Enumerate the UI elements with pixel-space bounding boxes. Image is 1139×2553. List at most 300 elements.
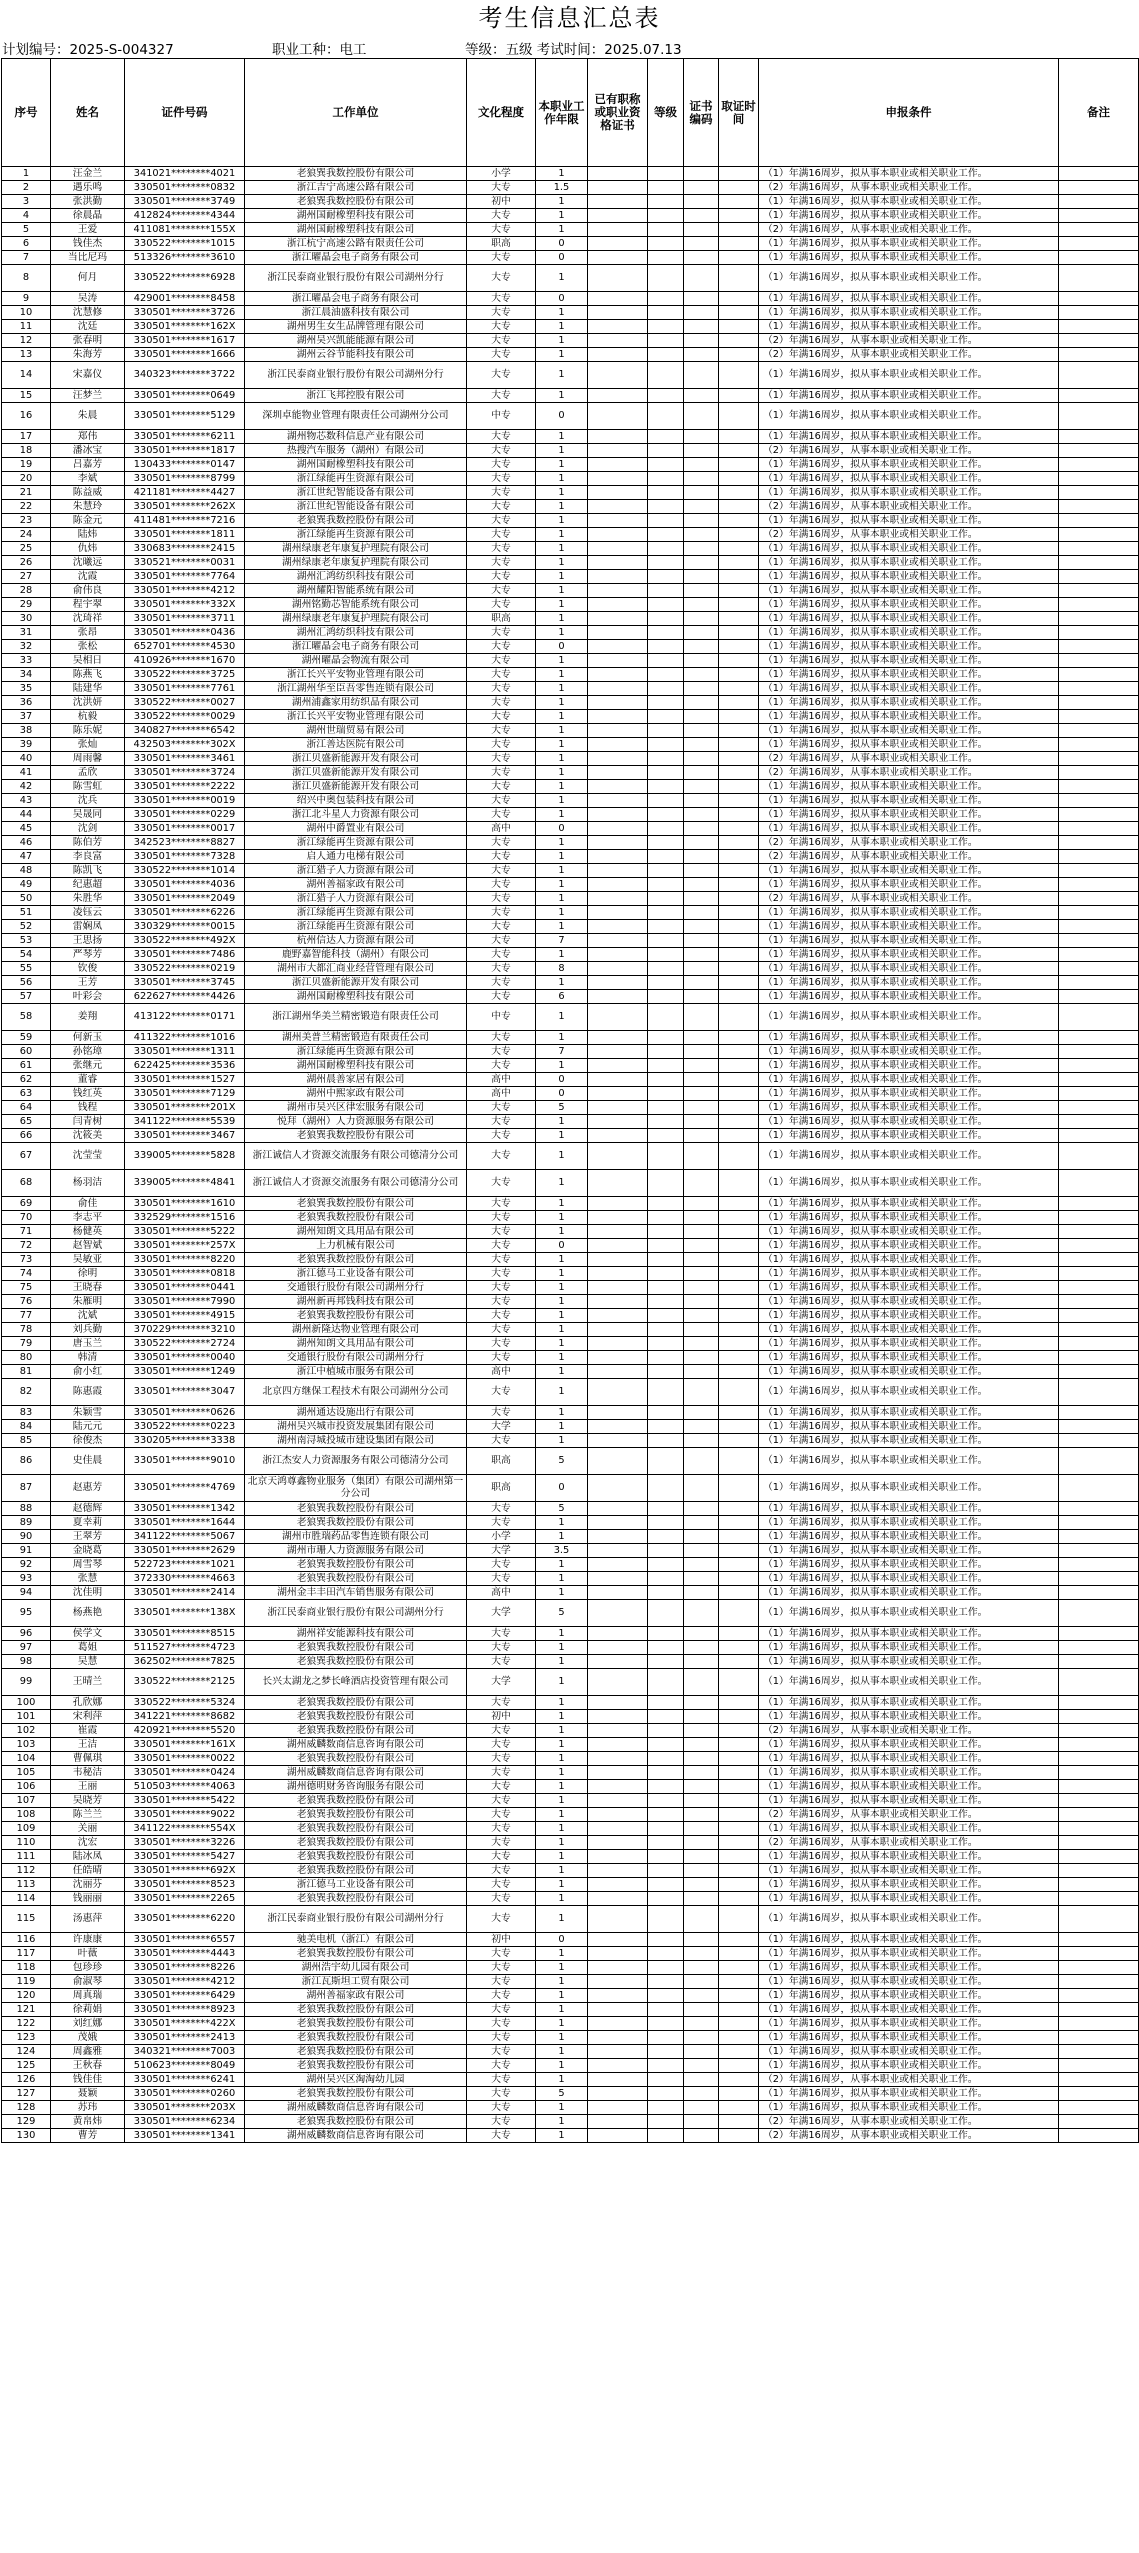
cell-education: 大专 [467, 892, 536, 906]
cell-education: 初中 [467, 1933, 536, 1947]
cell-cert-code [684, 1933, 719, 1947]
table-row [2, 2129, 1139, 2143]
cell-level [648, 948, 684, 962]
cell-years: 1 [536, 1365, 588, 1379]
cell-certificate [588, 2115, 648, 2129]
cell-level [648, 209, 684, 223]
cell-id-number: 330501********4915 [125, 1309, 245, 1323]
col-header: 备注 [1059, 59, 1139, 167]
cell-cert-date [719, 808, 759, 822]
table-row [2, 794, 1139, 808]
cell-certificate [588, 864, 648, 878]
cell-years: 1 [536, 654, 588, 668]
cell-cert-code [684, 1572, 719, 1586]
cell-employer: 老狼巽我数控股份有限公司 [245, 1794, 467, 1808]
cell-cert-code [684, 1794, 719, 1808]
table-row [2, 2017, 1139, 2031]
table-row [2, 738, 1139, 752]
cell-condition: （2）年满16周岁，从事本职业或相关职业工作。 [759, 223, 1059, 237]
cell-cert-date [719, 626, 759, 640]
cell-name: 雷娴凤 [51, 920, 125, 934]
cell-cert-code [684, 167, 719, 181]
cell-years: 1 [536, 1434, 588, 1448]
table-row [2, 1502, 1139, 1516]
cell-index: 29 [2, 598, 51, 612]
cell-condition: （1）年满16周岁，拟从事本职业或相关职业工作。 [759, 1031, 1059, 1045]
cell-employer: 湖州世瑞贸易有限公司 [245, 724, 467, 738]
cell-education: 大专 [467, 920, 536, 934]
col-header: 申报条件 [759, 59, 1059, 167]
exam-time: 考试时间：2025.07.13 [536, 42, 682, 58]
cell-employer: 湖州市胜瑞药品零售连锁有限公司 [245, 1530, 467, 1544]
cell-years: 1 [536, 1337, 588, 1351]
cell-education: 大专 [467, 1822, 536, 1836]
cell-cert-code [684, 962, 719, 976]
cell-cert-date [719, 430, 759, 444]
cell-education: 大专 [467, 458, 536, 472]
cell-level [648, 528, 684, 542]
cell-employer: 浙江湖州华美兰精密锻造有限责任公司 [245, 1004, 467, 1031]
cell-education: 高中 [467, 1073, 536, 1087]
cell-remark [1059, 1087, 1139, 1101]
cell-employer: 老狼巽我数控股份有限公司 [245, 1892, 467, 1906]
cell-certificate [588, 1267, 648, 1281]
cell-cert-date [719, 1309, 759, 1323]
cell-index: 35 [2, 682, 51, 696]
cell-condition: （1）年满16周岁，拟从事本职业或相关职业工作。 [759, 1780, 1059, 1794]
cell-education: 大专 [467, 780, 536, 794]
cell-id-number: 330501********1527 [125, 1073, 245, 1087]
cell-index: 88 [2, 1502, 51, 1516]
cell-employer: 浙江贝盛新能源开发有限公司 [245, 780, 467, 794]
cell-employer: 湖州知朗文具用品有限公司 [245, 1337, 467, 1351]
cell-cert-date [719, 1961, 759, 1975]
cell-certificate [588, 1572, 648, 1586]
cell-level [648, 1253, 684, 1267]
cell-remark [1059, 334, 1139, 348]
cell-condition: （1）年满16周岁，拟从事本职业或相关职业工作。 [759, 598, 1059, 612]
cell-certificate [588, 306, 648, 320]
cell-cert-code [684, 654, 719, 668]
cell-certificate [588, 1933, 648, 1947]
cell-id-number: 410926********1670 [125, 654, 245, 668]
table-row [2, 584, 1139, 598]
cell-remark [1059, 542, 1139, 556]
cell-name: 汤惠萍 [51, 1906, 125, 1933]
cell-name: 郑伟 [51, 430, 125, 444]
cell-condition: （1）年满16周岁，拟从事本职业或相关职业工作。 [759, 1822, 1059, 1836]
cell-id-number: 411322********1016 [125, 1031, 245, 1045]
cell-id-number: 330501********6220 [125, 1906, 245, 1933]
cell-employer: 北京天鸿尊鑫物业服务（集团）有限公司湖州第一分公司 [245, 1475, 467, 1502]
cell-education: 大专 [467, 766, 536, 780]
cell-cert-date [719, 640, 759, 654]
cell-condition: （1）年满16周岁，拟从事本职业或相关职业工作。 [759, 1766, 1059, 1780]
cell-cert-code [684, 1101, 719, 1115]
cell-employer: 北京四方继保工程技术有限公司湖州分公司 [245, 1379, 467, 1406]
cell-cert-code [684, 403, 719, 430]
cell-education: 大专 [467, 1516, 536, 1530]
cell-index: 85 [2, 1434, 51, 1448]
cell-certificate [588, 1752, 648, 1766]
cell-certificate [588, 654, 648, 668]
cell-level [648, 1351, 684, 1365]
cell-level [648, 251, 684, 265]
cell-level [648, 237, 684, 251]
cell-remark [1059, 1961, 1139, 1975]
cell-employer: 浙江飞邦控股有限公司 [245, 389, 467, 403]
cell-remark [1059, 500, 1139, 514]
cell-remark [1059, 1752, 1139, 1766]
cell-id-number: 330501********3711 [125, 612, 245, 626]
cell-name: 刘红娜 [51, 2017, 125, 2031]
cell-level [648, 584, 684, 598]
cell-index: 65 [2, 1115, 51, 1129]
cell-cert-code [684, 668, 719, 682]
cell-education: 大专 [467, 1752, 536, 1766]
cell-certificate [588, 209, 648, 223]
table-row [2, 626, 1139, 640]
cell-employer: 老狼巽我数控股份有限公司 [245, 1572, 467, 1586]
cell-education: 大专 [467, 209, 536, 223]
cell-remark [1059, 1696, 1139, 1710]
cell-certificate [588, 1780, 648, 1794]
cell-condition: （2）年满16周岁，从事本职业或相关职业工作。 [759, 528, 1059, 542]
cell-id-number: 413122********0171 [125, 1004, 245, 1031]
cell-id-number: 330501********6557 [125, 1933, 245, 1947]
cell-condition: （1）年满16周岁，拟从事本职业或相关职业工作。 [759, 1101, 1059, 1115]
cell-level [648, 850, 684, 864]
cell-cert-code [684, 1530, 719, 1544]
cell-remark [1059, 1197, 1139, 1211]
cell-id-number: 330501********0019 [125, 794, 245, 808]
cell-employer: 湖州威麟数商信息咨询有限公司 [245, 1738, 467, 1752]
cell-cert-code [684, 1502, 719, 1516]
cell-id-number: 330501********1341 [125, 2129, 245, 2143]
table-row [2, 306, 1139, 320]
cell-cert-code [684, 1225, 719, 1239]
cell-cert-date [719, 500, 759, 514]
table-row [2, 1059, 1139, 1073]
cell-id-number: 330522********0027 [125, 696, 245, 710]
cell-cert-date [719, 864, 759, 878]
cell-id-number: 341122********5067 [125, 1530, 245, 1544]
cell-years: 1 [536, 780, 588, 794]
cell-id-number: 330501********4036 [125, 878, 245, 892]
table-row [2, 1143, 1139, 1170]
cell-cert-date [719, 1239, 759, 1253]
cell-education: 小学 [467, 167, 536, 181]
cell-condition: （1）年满16周岁，拟从事本职业或相关职业工作。 [759, 1572, 1059, 1586]
cell-index: 67 [2, 1143, 51, 1170]
cell-index: 12 [2, 334, 51, 348]
cell-years: 1 [536, 864, 588, 878]
cell-name: 吴涛 [51, 292, 125, 306]
cell-cert-code [684, 584, 719, 598]
cell-education: 大专 [467, 752, 536, 766]
cell-years: 1 [536, 1059, 588, 1073]
cell-name: 沈廷 [51, 320, 125, 334]
cell-employer: 湖州物芯数科信息产业有限公司 [245, 430, 467, 444]
cell-id-number: 330501********6226 [125, 906, 245, 920]
cell-name: 当比尼玛 [51, 251, 125, 265]
cell-remark [1059, 654, 1139, 668]
table-row [2, 1850, 1139, 1864]
cell-education: 大专 [467, 1406, 536, 1420]
cell-education: 大专 [467, 2087, 536, 2101]
cell-cert-code [684, 892, 719, 906]
cell-cert-date [719, 528, 759, 542]
cell-years: 1 [536, 1975, 588, 1989]
cell-cert-code [684, 1710, 719, 1724]
cell-employer: 湖州浦鑫家用纺织品有限公司 [245, 696, 467, 710]
cell-cert-date [719, 1822, 759, 1836]
cell-education: 大专 [467, 864, 536, 878]
cell-years: 1 [536, 2017, 588, 2031]
cell-employer: 湖州威麟数商信息咨询有限公司 [245, 2101, 467, 2115]
cell-condition: （1）年满16周岁，拟从事本职业或相关职业工作。 [759, 934, 1059, 948]
cell-years: 1 [536, 1989, 588, 2003]
cell-cert-code [684, 1655, 719, 1669]
cell-id-number: 330522********1015 [125, 237, 245, 251]
table-row [2, 237, 1139, 251]
cell-condition: （1）年满16周岁，拟从事本职业或相关职业工作。 [759, 738, 1059, 752]
cell-cert-date [719, 1850, 759, 1864]
cell-cert-code [684, 794, 719, 808]
cell-certificate [588, 682, 648, 696]
cell-index: 123 [2, 2031, 51, 2045]
cell-name: 陈乐妮 [51, 724, 125, 738]
cell-index: 31 [2, 626, 51, 640]
cell-condition: （1）年满16周岁，拟从事本职业或相关职业工作。 [759, 1115, 1059, 1129]
cell-condition: （1）年满16周岁，拟从事本职业或相关职业工作。 [759, 1544, 1059, 1558]
cell-condition: （1）年满16周岁，拟从事本职业或相关职业工作。 [759, 1989, 1059, 2003]
cell-education: 大专 [467, 584, 536, 598]
cell-cert-date [719, 668, 759, 682]
cell-remark [1059, 181, 1139, 195]
cell-level [648, 892, 684, 906]
cell-employer: 湖州祥安能源科技有限公司 [245, 1627, 467, 1641]
cell-level [648, 1850, 684, 1864]
cell-condition: （2）年满16周岁，从事本职业或相关职业工作。 [759, 348, 1059, 362]
cell-id-number: 330501********6429 [125, 1989, 245, 2003]
cell-years: 1 [536, 682, 588, 696]
cell-cert-date [719, 1434, 759, 1448]
cell-name: 朱胜华 [51, 892, 125, 906]
cell-education: 大专 [467, 1850, 536, 1864]
cell-remark [1059, 710, 1139, 724]
cell-level [648, 1337, 684, 1351]
cell-certificate [588, 1379, 648, 1406]
cell-index: 126 [2, 2073, 51, 2087]
table-row [2, 528, 1139, 542]
cell-level [648, 1864, 684, 1878]
cell-remark [1059, 1710, 1139, 1724]
cell-level [648, 822, 684, 836]
cell-condition: （1）年满16周岁，拟从事本职业或相关职业工作。 [759, 906, 1059, 920]
cell-education: 大专 [467, 1878, 536, 1892]
table-row [2, 1544, 1139, 1558]
cell-cert-date [719, 1143, 759, 1170]
cell-cert-date [719, 1295, 759, 1309]
table-row [2, 1530, 1139, 1544]
table-row [2, 2031, 1139, 2045]
cell-condition: （1）年满16周岁，拟从事本职业或相关职业工作。 [759, 1864, 1059, 1878]
cell-education: 大专 [467, 2129, 536, 2143]
cell-education: 大专 [467, 1738, 536, 1752]
cell-id-number: 330501********0649 [125, 389, 245, 403]
cell-cert-date [719, 570, 759, 584]
cell-id-number: 330501********3724 [125, 766, 245, 780]
cell-years: 1 [536, 1115, 588, 1129]
cell-level [648, 1004, 684, 1031]
cell-certificate [588, 1724, 648, 1738]
cell-id-number: 330501********203X [125, 2101, 245, 2115]
cell-id-number: 330501********0424 [125, 1766, 245, 1780]
table-row [2, 1655, 1139, 1669]
cell-level [648, 542, 684, 556]
cell-cert-date [719, 2115, 759, 2129]
cell-cert-date [719, 306, 759, 320]
cell-condition: （2）年满16周岁，从事本职业或相关职业工作。 [759, 892, 1059, 906]
cell-cert-date [719, 2129, 759, 2143]
cell-employer: 老狼巽我数控股份有限公司 [245, 514, 467, 528]
cell-employer: 老狼巽我数控股份有限公司 [245, 1253, 467, 1267]
table-row [2, 2087, 1139, 2101]
cell-name: 钱佳佳 [51, 2073, 125, 2087]
cell-condition: （1）年满16周岁，拟从事本职业或相关职业工作。 [759, 724, 1059, 738]
cell-employer: 浙江湖州华至臣吾零售连锁有限公司 [245, 682, 467, 696]
cell-index: 96 [2, 1627, 51, 1641]
cell-id-number: 522723********1021 [125, 1558, 245, 1572]
cell-id-number: 330522********2125 [125, 1669, 245, 1696]
cell-level [648, 1129, 684, 1143]
cell-years: 1 [536, 1836, 588, 1850]
table-row [2, 1239, 1139, 1253]
cell-index: 36 [2, 696, 51, 710]
cell-condition: （2）年满16周岁，从事本职业或相关职业工作。 [759, 1808, 1059, 1822]
cell-certificate [588, 237, 648, 251]
table-row [2, 223, 1139, 237]
cell-condition: （1）年满16周岁，拟从事本职业或相关职业工作。 [759, 251, 1059, 265]
cell-name: 宋嘉仪 [51, 362, 125, 389]
cell-index: 57 [2, 990, 51, 1004]
cell-condition: （1）年满16周岁，拟从事本职业或相关职业工作。 [759, 1947, 1059, 1961]
cell-employer: 湖州威麟数商信息咨询有限公司 [245, 1766, 467, 1780]
cell-employer: 湖州市大都汇商业经营管理有限公司 [245, 962, 467, 976]
cell-name: 赵德辉 [51, 1502, 125, 1516]
cell-certificate [588, 724, 648, 738]
cell-cert-code [684, 612, 719, 626]
cell-index: 54 [2, 948, 51, 962]
cell-cert-code [684, 2129, 719, 2143]
cell-name: 陆冰凤 [51, 1850, 125, 1864]
cell-certificate [588, 1961, 648, 1975]
cell-level [648, 181, 684, 195]
cell-id-number: 370229********3210 [125, 1323, 245, 1337]
cell-certificate [588, 1129, 648, 1143]
cell-name: 沈琦祥 [51, 612, 125, 626]
cell-remark [1059, 306, 1139, 320]
cell-level [648, 500, 684, 514]
cell-name: 姜翔 [51, 1004, 125, 1031]
cell-years: 1 [536, 167, 588, 181]
cell-employer: 浙江德马工业设备有限公司 [245, 1878, 467, 1892]
cell-index: 91 [2, 1544, 51, 1558]
cell-name: 王晓春 [51, 1281, 125, 1295]
cell-condition: （1）年满16周岁，拟从事本职业或相关职业工作。 [759, 2017, 1059, 2031]
cell-id-number: 330522********3725 [125, 668, 245, 682]
cell-level [648, 2087, 684, 2101]
cell-certificate [588, 181, 648, 195]
table-row [2, 780, 1139, 794]
cell-remark [1059, 990, 1139, 1004]
cell-cert-code [684, 1558, 719, 1572]
cell-index: 20 [2, 472, 51, 486]
cell-level [648, 962, 684, 976]
cell-name: 沈宏 [51, 1836, 125, 1850]
cell-employer: 老狼巽我数控股份有限公司 [245, 1129, 467, 1143]
cell-cert-code [684, 808, 719, 822]
cell-years: 0 [536, 822, 588, 836]
cell-condition: （2）年满16周岁，从事本职业或相关职业工作。 [759, 2115, 1059, 2129]
cell-name: 汪梦兰 [51, 389, 125, 403]
table-row [2, 2073, 1139, 2087]
cell-remark [1059, 1170, 1139, 1197]
cell-cert-code [684, 1961, 719, 1975]
cell-education: 大专 [467, 181, 536, 195]
table-row [2, 1420, 1139, 1434]
cell-level [648, 2059, 684, 2073]
cell-education: 大专 [467, 1323, 536, 1337]
table-row [2, 878, 1139, 892]
cell-years: 3.5 [536, 1544, 588, 1558]
cell-cert-code [684, 2045, 719, 2059]
cell-cert-code [684, 306, 719, 320]
cell-cert-date [719, 1600, 759, 1627]
cell-remark [1059, 2031, 1139, 2045]
cell-cert-code [684, 195, 719, 209]
cell-education: 大专 [467, 1281, 536, 1295]
cell-id-number: 340321********7003 [125, 2045, 245, 2059]
cell-index: 95 [2, 1600, 51, 1627]
cell-employer: 湖州国耐橡塑科技有限公司 [245, 209, 467, 223]
cell-name: 周真瑞 [51, 1989, 125, 2003]
cell-cert-date [719, 1211, 759, 1225]
cell-level [648, 1530, 684, 1544]
cell-level [648, 1696, 684, 1710]
cell-name: 徐俊杰 [51, 1434, 125, 1448]
cell-cert-date [719, 1115, 759, 1129]
cell-certificate [588, 1669, 648, 1696]
cell-cert-date [719, 1448, 759, 1475]
cell-education: 职高 [467, 1475, 536, 1502]
cell-cert-date [719, 1045, 759, 1059]
cell-condition: （1）年满16周岁，拟从事本职业或相关职业工作。 [759, 1267, 1059, 1281]
cell-certificate [588, 2073, 648, 2087]
cell-level [648, 306, 684, 320]
cell-name: 张继元 [51, 1059, 125, 1073]
cell-index: 118 [2, 1961, 51, 1975]
cell-employer: 浙江长兴平安物业管理有限公司 [245, 668, 467, 682]
cell-name: 王洁 [51, 1738, 125, 1752]
cell-level [648, 458, 684, 472]
cell-certificate [588, 2087, 648, 2101]
cell-index: 79 [2, 1337, 51, 1351]
cell-index: 7 [2, 251, 51, 265]
cell-cert-date [719, 265, 759, 292]
cell-id-number: 340323********3722 [125, 362, 245, 389]
